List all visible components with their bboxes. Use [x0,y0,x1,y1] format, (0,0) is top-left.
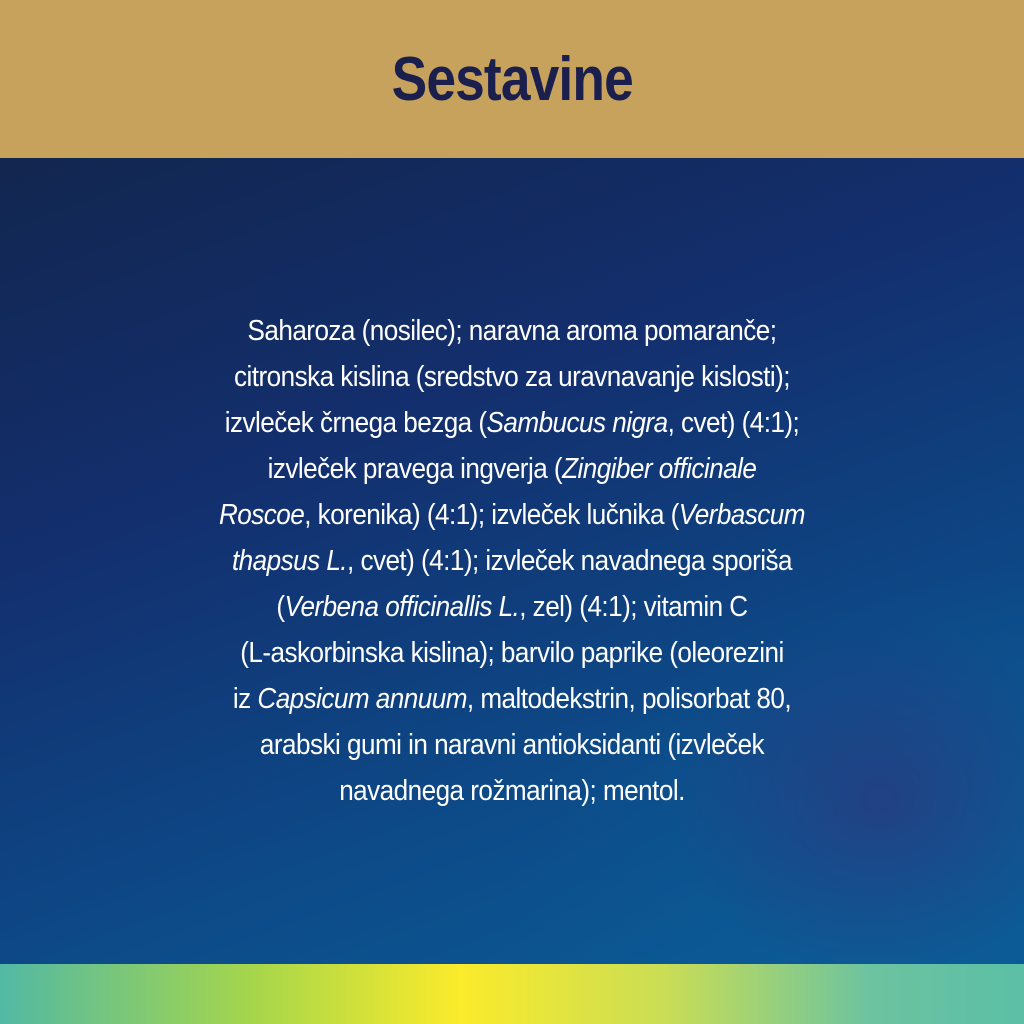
latin-name: Verbena officinallis L. [284,591,520,623]
gradient-footer-strip [0,964,1024,1024]
ingredients-panel [0,158,1024,964]
ingredients-line: navadnega rožmarina); mentol. [339,775,685,807]
ingredients-line: (L-askorbinska kislina); barvilo paprike (oleorezini [240,637,784,669]
ingredients-line: iz Capsicum annuum, maltodekstrin, polisorbat 80, [232,683,792,715]
latin-name: Zingiber officinale [562,453,757,485]
ingredients-line: arabski gumi in naravni antioksidanti (izvleček [259,729,765,761]
header-banner [0,0,1024,158]
ingredients-line: citronska kislina (sredstvo za uravnavanje kislosti); [234,361,790,393]
ingredients-line: izvleček črnega bezga (Sambucus nigra, cvet) (4:1); [224,407,800,439]
latin-name: Roscoe [218,499,305,531]
ingredients-line: izvleček pravega ingverja (Zingiber officinale [267,453,757,485]
ingredients-text [120,308,904,814]
ingredients-line: (Verbena officinallis L., zel) (4:1); vitamin C [276,591,748,623]
ingredients-line: Roscoe, korenika) (4:1); izvleček lučnika (Verbascum [218,499,805,531]
page-title: Sestavine [391,44,633,114]
latin-name: Sambucus nigra [486,407,668,439]
ingredients-line: thapsus L., cvet) (4:1); izvleček navadnega sporiša [231,545,793,577]
latin-name: thapsus L. [231,545,348,577]
latin-name: Capsicum annuum [257,683,467,715]
latin-name: Verbascum [678,499,805,531]
ingredients-line: Saharoza (nosilec); naravna aroma pomaranče; [247,315,777,347]
